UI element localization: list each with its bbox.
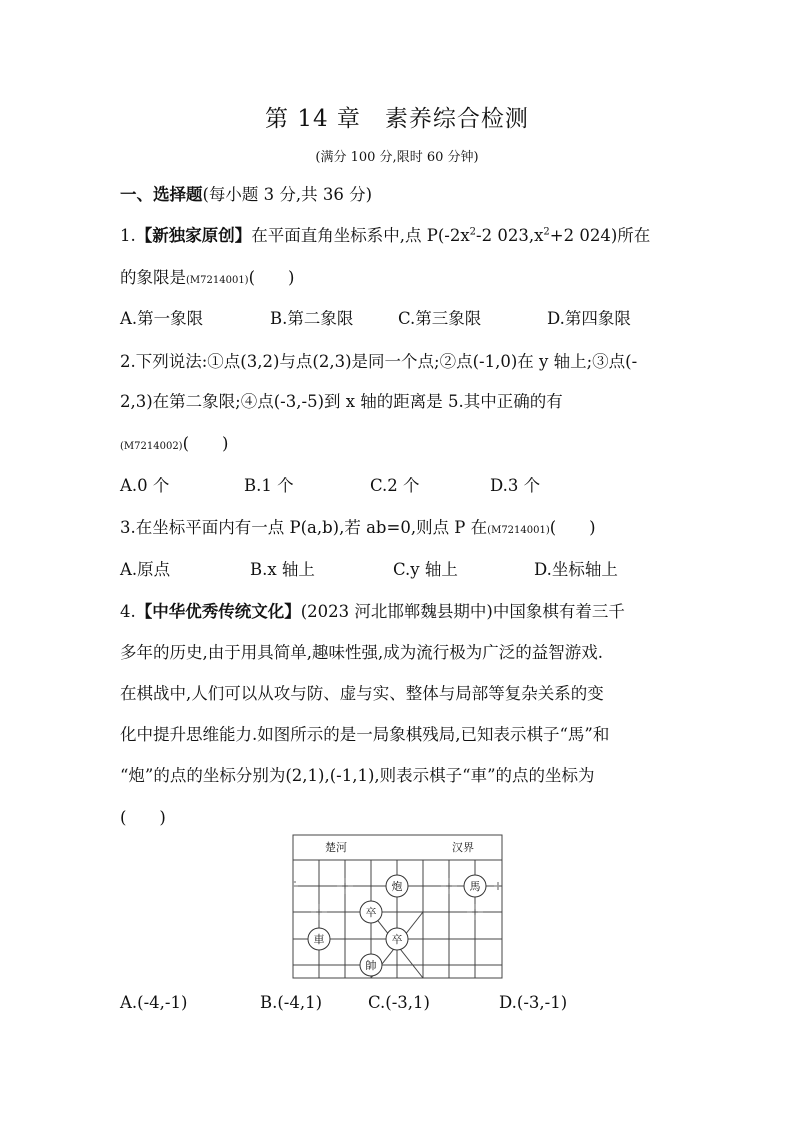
q4-text-line1: (2023 河北邯郸魏县期中)中国象棋有着三千: [300, 602, 625, 621]
chess-piece-pao: [386, 875, 408, 897]
section-heading: [120, 181, 372, 205]
q2-answer-paren: ( ): [182, 434, 229, 453]
chess-piece-ju: [308, 928, 330, 950]
q1-sup1: 2: [469, 226, 477, 238]
chess-piece-zu-1: [360, 901, 382, 923]
page-title: 第 14 章 素养综合检测: [265, 106, 529, 132]
q4-line5: “炮”的点的坐标分别为(2,1),(-1,1),则表示棋子“車”的点的坐标为: [120, 766, 595, 785]
q4-option-c[interactable]: C.(-3,1): [368, 993, 430, 1012]
q4-option-a[interactable]: A.(-4,-1): [120, 993, 188, 1012]
q1-answer-paren: ( ): [248, 268, 295, 287]
q4-line3: 在棋战中,人们可以从攻与防、虚与实、整体与局部等复杂关系的变: [120, 684, 604, 703]
q2-code: (M7214002): [120, 441, 183, 452]
q3-option-d[interactable]: D.坐标轴上: [534, 560, 618, 579]
zu2-label: 卒: [391, 933, 403, 946]
q3-text: 3.在坐标平面内有一点 P(a,b),若 ab=0,则点 P 在: [120, 518, 488, 537]
q2-option-d[interactable]: D.3 个: [490, 476, 541, 495]
q1-text-b: -2 023,x: [476, 226, 544, 245]
q1-sup2: 2: [543, 226, 550, 238]
q3-answer-paren: ( ): [549, 518, 596, 537]
ju-label: 車: [313, 933, 325, 946]
q1-number: 1.: [120, 226, 136, 245]
shuai-label: 帥: [365, 959, 377, 972]
q1-option-c[interactable]: C.第三象限: [398, 309, 482, 328]
chess-piece-shuai: [360, 954, 382, 976]
zu1-label: 卒: [365, 906, 377, 919]
ma-label: 馬: [469, 880, 481, 893]
q3-option-b[interactable]: B.x 轴上: [250, 560, 315, 579]
q1-text-c: +2 024)所在: [549, 226, 651, 245]
q1-code: (M7214001): [186, 275, 249, 286]
section-note: (每小题 3 分,共 36 分): [202, 185, 373, 204]
q4-line4: 化中提升思维能力.如图所示的是一局象棋残局,已知表示棋子“馬”和: [120, 725, 610, 744]
q1-option-d[interactable]: D.第四象限: [547, 309, 631, 328]
q1-line1: [120, 222, 650, 246]
q2-option-b[interactable]: B.1 个: [244, 476, 294, 495]
q2-option-c[interactable]: C.2 个: [370, 476, 420, 495]
q2-option-a[interactable]: A.0 个: [120, 476, 170, 495]
chess-board-figure: [292, 834, 504, 980]
q1-option-b[interactable]: B.第二象限: [270, 309, 354, 328]
river-label-left: 楚河: [325, 841, 347, 854]
page-subtitle: (满分 100 分,限时 60 分钟): [315, 150, 479, 165]
river-label-right: 汉界: [452, 841, 474, 854]
q3-code: (M7214001): [487, 525, 550, 536]
q1-line2: [120, 264, 294, 288]
q2-line3: [120, 430, 228, 454]
q1-option-a[interactable]: A.第一象限: [120, 309, 204, 328]
q4-option-b[interactable]: B.(-4,1): [260, 993, 323, 1012]
section-title: 一、选择题: [120, 185, 203, 204]
chess-piece-ma: [464, 875, 486, 897]
q4-line2: 多年的历史,由于用具简单,趣味性强,成为流行极为广泛的益智游戏.: [120, 643, 603, 662]
q3-option-a[interactable]: A.原点: [120, 560, 171, 579]
q4-option-d[interactable]: D.(-3,-1): [499, 993, 568, 1012]
q4-tag: 【中华优秀传统文化】: [135, 602, 301, 621]
q4-number: 4.: [120, 602, 136, 621]
q3-option-c[interactable]: C.y 轴上: [393, 560, 458, 579]
q4-answer-paren: ( ): [120, 808, 166, 827]
q4-line1: [120, 598, 625, 622]
chess-piece-zu-2: [386, 928, 408, 950]
q1-tag: 【新独家原创】: [135, 226, 252, 245]
q3-line1: [120, 514, 596, 538]
q1-text-a: 在平面直角坐标系中,点 P(-2x: [251, 226, 470, 245]
pao-label: 炮: [391, 880, 403, 893]
q1-text-line2: 的象限是: [120, 268, 186, 287]
q2-line1: 2.下列说法:①点(3,2)与点(2,3)是同一个点;②点(-1,0)在 y 轴上;③点(-: [120, 352, 638, 371]
q2-line2: 2,3)在第二象限;④点(-3,-5)到 x 轴的距离是 5.其中正确的有: [120, 392, 563, 411]
